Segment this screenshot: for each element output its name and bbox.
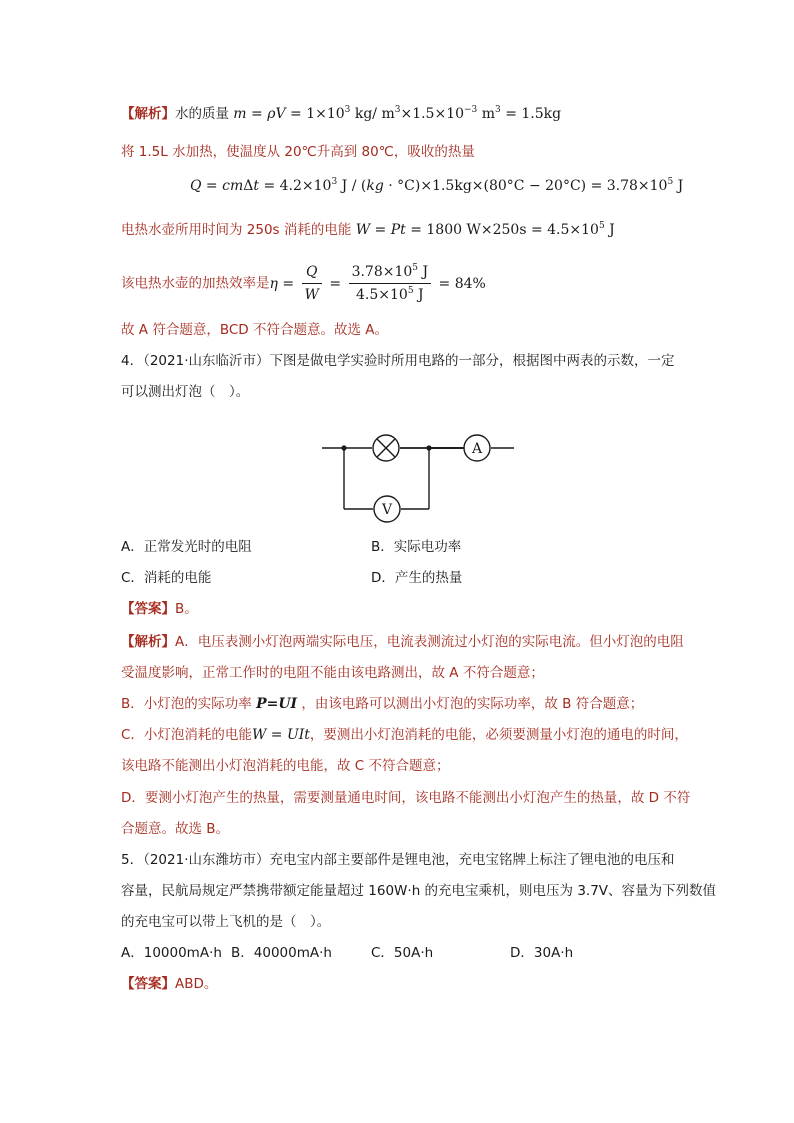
analysis-b-pre: B．小灯泡的实际功率 [121, 696, 252, 712]
junction-left [341, 445, 346, 450]
junction-right [426, 445, 431, 450]
q4-analysis-d1: D．要测小灯泡产生的热量，需要测量通电时间，该电路不能测出小灯泡产生的热量，故 D 不符 [121, 790, 691, 806]
analysis-tag: 【解析】 [121, 634, 175, 650]
q4-analysis-a1 [121, 632, 684, 652]
answer-tag: 【答案】 [121, 976, 175, 992]
q5-option-d: D．30A·h [510, 945, 574, 961]
q4-analysis-a2: 受温度影响，正常工作时的电阻不能由该电路测出，故 A 不符合题意； [121, 665, 544, 681]
q4-option-b: B．实际电功率 [371, 539, 462, 555]
voltmeter-label: V [381, 502, 393, 518]
analysis-b-formula: P=UI [256, 696, 298, 712]
analysis-c-formula: W = UIt [251, 727, 310, 743]
energy-formula: W = Pt = 1800 $W\times 250s = 4.5\times 10^5$ J [355, 221, 615, 238]
mass-formula: $m = \rho V = 1\times 10^3$ kg/ $m^3\times 1.5\times 10^{-3}$ $m^3 = 1.5kg$ [233, 105, 562, 122]
lamp-icon [373, 435, 399, 461]
heat-intro: 将 1.5L 水加热，使温度从 20℃升高到 80℃，吸收的热量 [121, 144, 475, 160]
q4-stem-line2: 可以测出灯泡（ ）。 [121, 384, 250, 400]
analysis-a-text: A．电压表测小灯泡两端实际电压，电流表测流过小灯泡的实际电流。但小灯泡的电阻 [175, 634, 684, 650]
analysis-b-post: ，由该电路可以测出小灯泡的实际功率，故 B 符合题意； [301, 696, 644, 712]
circuit-diagram [320, 430, 540, 540]
q5-stem-line2: 容量，民航局规定严禁携带额定能量超过 160W·h 的充电宝乘机，则电压为 3.7V、容量为下列数值 [121, 883, 717, 899]
q4-analysis-c2: 该电路不能测出小灯泡消耗的电能，故 C 不符合题意； [121, 758, 450, 774]
energy-line [121, 220, 615, 240]
q4-stem-line1: 4．（2021·山东临沂市）下图是做电学实验时所用电路的一部分，根据图中两表的示数，一定 [121, 353, 675, 369]
q4-answer [121, 599, 198, 619]
q5-option-c: C．50A·h [371, 945, 434, 961]
answer-tag: 【答案】 [121, 601, 175, 617]
q4-analysis-c1 [121, 725, 688, 745]
q5-stem-line1: 5．（2021·山东潍坊市）充电宝内部主要部件是锂电池，充电宝铭牌上标注了锂电池的电压和 [121, 852, 675, 868]
q4-analysis-b [121, 694, 643, 714]
efficiency-line [121, 262, 486, 305]
answer-value: ABD。 [175, 976, 218, 992]
analysis-c-post: ，要测出小灯泡消耗的电能，必须要测量小灯泡的通电的时间， [309, 727, 688, 743]
voltmeter-icon [374, 496, 400, 522]
mass-text: 水的质量 [175, 106, 229, 122]
analysis-c-pre: C．小灯泡消耗的电能 [121, 727, 252, 743]
efficiency-text: 该电热水壶的加热效率是 [121, 275, 270, 292]
mass-line [121, 104, 561, 124]
analysis-tag: 【解析】 [121, 106, 175, 122]
q5-option-a: A．10000mA·h [121, 945, 222, 961]
q4-option-d: D．产生的热量 [371, 570, 463, 586]
heat-formula: $Q = cm\Delta t = 4.2\times 10^3$ $J / (kg \cdot ^\circ C)\times 1.5kg\times(80^\circ C - 20^\circ C) = 3.78\times 10^5$ J [190, 177, 684, 194]
energy-text: 电热水壶所用时间为 250s 消耗的电能 [121, 222, 352, 238]
q5-stem-line3: 的充电宝可以带上飞机的是（ ）。 [121, 914, 331, 930]
ammeter-icon [464, 435, 490, 461]
efficiency-formula: η = $\frac{Q}{W}$ = $\frac{3.78\times 10^5 J}{4.5\times 10^5 J}$ = 84% [269, 263, 486, 303]
q4-option-c: C．消耗的电能 [121, 570, 212, 586]
q5-answer [121, 974, 217, 994]
ammeter-label: A [471, 441, 483, 457]
q4-option-a: A．正常发光时的电阻 [121, 539, 252, 555]
q5-option-b: B．40000mA·h [231, 945, 332, 961]
answer-value: B。 [175, 601, 198, 617]
q4-analysis-d2: 合题意。故选 B。 [121, 821, 230, 837]
analysis-conclusion: 故 A 符合题意，BCD 不符合题意。故选 A。 [121, 322, 388, 338]
